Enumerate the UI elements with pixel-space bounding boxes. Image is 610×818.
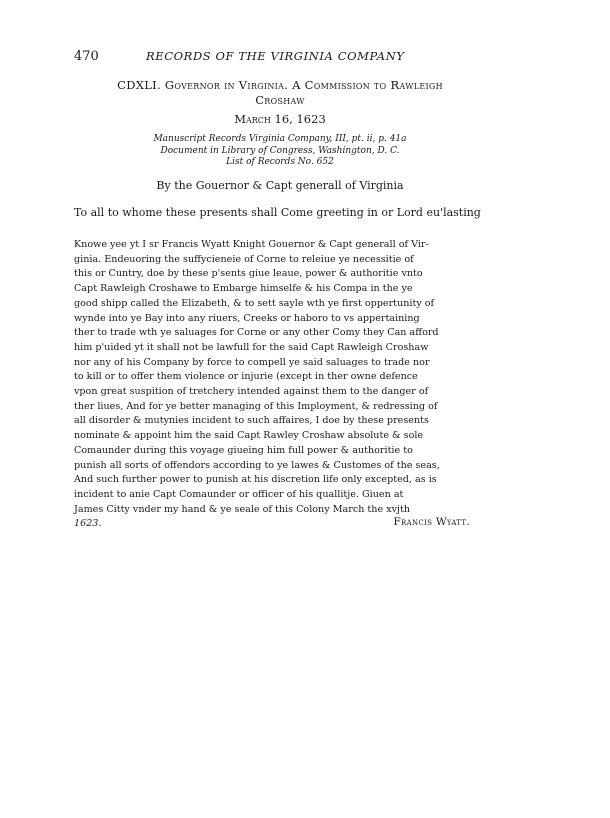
source-line: List of Records No. 652 [226,157,334,167]
body-line: all disorder & mutynies incident to such affaires, I doe by these presents [74,415,429,427]
body-line: And such further power to punish at his discretion life only excepted, as is [74,474,437,486]
commission-body [74,238,504,532]
page-number: 470 [74,49,99,64]
body-line: 1623. [74,518,102,530]
body-line: punish all sorts of offendors according to ye lawes & Customes of the seas, [74,459,440,471]
document-date: March 16, 1623 [234,112,326,126]
salutation: To all to whome these presents shall Come greeting in or Lord eu'lasting [74,206,481,219]
running-head: RECORDS OF THE VIRGINIA COMPANY [146,49,405,63]
document-heading: By the Gouernor & Capt generall of Virginia [156,179,404,192]
title-line-1: CDXLI. Governor in Virginia. A Commission to Rawleigh [117,78,443,92]
body-line: ther to trade wth ye saluages for Corne or any other Comy they Can afford [74,327,439,339]
body-line: good shipp called the Elizabeth, & to sett sayle wth ye first oppertunity of [74,297,435,309]
body-line: nor any of his Company by force to compell ye said saluages to trade nor [74,356,430,368]
source-citation [70,134,490,169]
body-line: James Citty vnder my hand & ye seale of this Colony March the xvjth [74,503,411,515]
body-line: vpon great suspition of tretchery intended against them to the danger of [74,386,429,398]
title-line-2: Croshaw [255,93,305,107]
body-line: this or Cuntry, doe by these p'sents giue leaue, power & authoritie vnto [74,268,423,280]
body-line: ginia. Endeuoring the suffycieneie of Corne to releiue ye necessitie of [74,253,414,265]
body-line: Knowe yee yt I sr Francis Wyatt Knight Gouernor & Capt generall of Vir- [74,239,429,250]
body-line: Comaunder during this voyage giueing him full power & authoritie to [74,444,413,456]
document-title [70,78,490,108]
body-line: nominate & appoint him the said Capt Rawley Croshaw absolute & sole [74,430,424,442]
body-line: ther liues, And for ye better managing of this Imployment, & redressing of [74,400,438,412]
body-line: incident to anie Capt Comaunder or officer of his quallitje. Giuen at [74,488,404,500]
source-line: Manuscript Records Virginia Company, III, pt. ii, p. 41a [153,134,407,144]
body-line: Capt Rawleigh Croshawe to Embarge himselfe & his Compa in the ye [74,283,413,295]
body-line: him p'uided yt it shall not be lawfull for the said Capt Rawleigh Croshaw [74,341,429,353]
body-line: wynde into ye Bay into any riuers, Creeks or haboro to vs appertaining [74,312,420,324]
signature: Francis Wyatt. [393,516,470,528]
source-line: Document in Library of Congress, Washington, D. C. [160,145,400,156]
body-line: to kill or to offer them violence or injurie (except in ther owne defence [74,371,418,383]
